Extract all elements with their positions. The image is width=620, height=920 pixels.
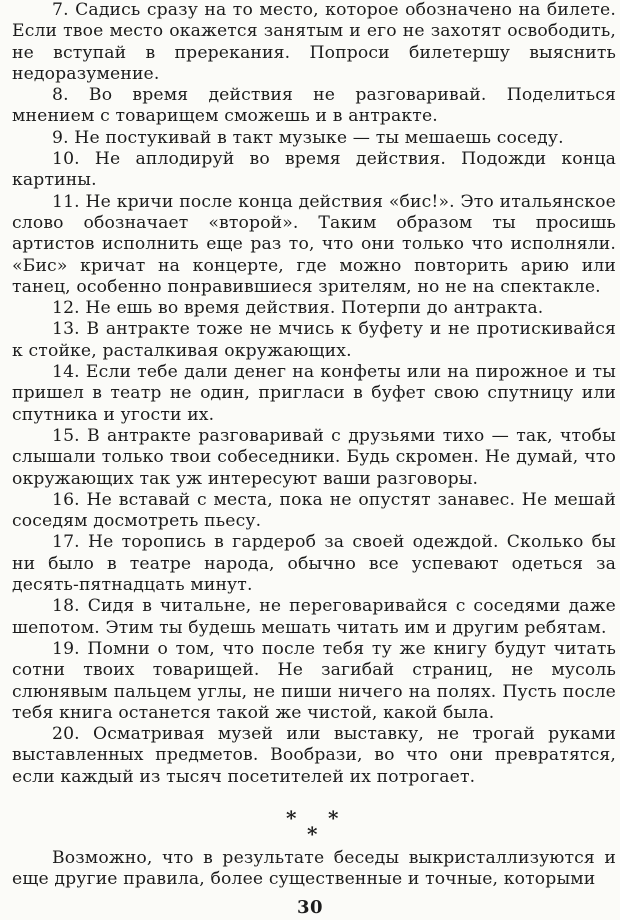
rule-13: 13. В антракте тоже не мчись к буфету и не протискивайся к стойке, расталкивая окружающих. xyxy=(12,319,616,361)
rule-9: 9. Не постукивай в такт музыке — ты мешаешь соседу. xyxy=(52,127,564,148)
rule-11: 11. Не кричи после конца действия «бис!». Это итальянское слово обозначает «второй». Таким образом ты просишь артистов исполнить еще раз то, что они только что исполняли. «Бис» кричат на концерте, где можно повторить арию или танец, особенно понравившиеся зрителям, но не на спектакле. xyxy=(12,191,616,297)
closing-paragraph: Возможно, что в результате беседы выкристаллизуются и еще другие правила, более существенные и точные, которыми xyxy=(12,848,616,890)
rule-16: 16. Не вставай с места, пока не опустят занавес. Не мешай соседям досмотреть пьесу. xyxy=(12,489,616,532)
rule-19: 19. Помни о том, что после тебя ту же книгу будут читать сотни твоих товарищей. Не загибай страниц, не мусоль слюнявым пальцем углы, не пиши ничего на полях. Пусть после тебя книга останется такой же чистой, какой была. xyxy=(12,638,616,723)
rules-list xyxy=(12,0,616,788)
section-separator xyxy=(0,808,620,844)
separator-star-left: * xyxy=(286,806,297,830)
rule-17: 17. Не торопись в гардероб за своей одеждой. Сколько бы ни было в театре народа, обычно все успевают одеться за десять-пятнадцать минут. xyxy=(12,532,616,596)
rule-10: 10. Не аплодируй во время действия. Подожди конца картины. xyxy=(12,149,616,191)
rule-7: 7. Садись сразу на то место, которое обозначено на билете. Если твое место окажется занятым и его не захотят освободить, не вступай в пререкания. Попроси билетершу выяснить недоразумение. xyxy=(12,0,616,84)
rule-14: 14. Если тебе дали денег на конфеты или на пирожное и ты пришел в театр не один, пригласи в буфет свою спутницу или спутника и угости их. xyxy=(12,362,616,425)
rule-8: 8. Во время действия не разговаривай. Поделиться мнением с товарищем сможешь и в антракте. xyxy=(12,85,616,127)
separator-star-bottom: * xyxy=(307,822,318,846)
page-number: 30 xyxy=(296,897,324,918)
rule-20: 20. Осматривая музей или выставку, не трогай руками выставленных предметов. Вообрази, во что они превратятся, если каждый из тысяч посетителей их потрогает. xyxy=(12,724,616,787)
rule-12: 12. Не ешь во время действия. Потерпи до антракта. xyxy=(52,298,544,319)
rule-18: 18. Сидя в читальне, не переговаривайся с соседями даже шепотом. Этим ты будешь мешать читать им и другим ребятам. xyxy=(12,596,616,638)
separator-star-right: * xyxy=(328,806,339,830)
rule-15: 15. В антракте разговаривай с друзьями тихо — так, чтобы слышали только твои собеседники. Будь скромен. Не думай, что окружающих так уж интересуют ваши разговоры. xyxy=(12,425,616,489)
closing-section xyxy=(12,848,616,891)
